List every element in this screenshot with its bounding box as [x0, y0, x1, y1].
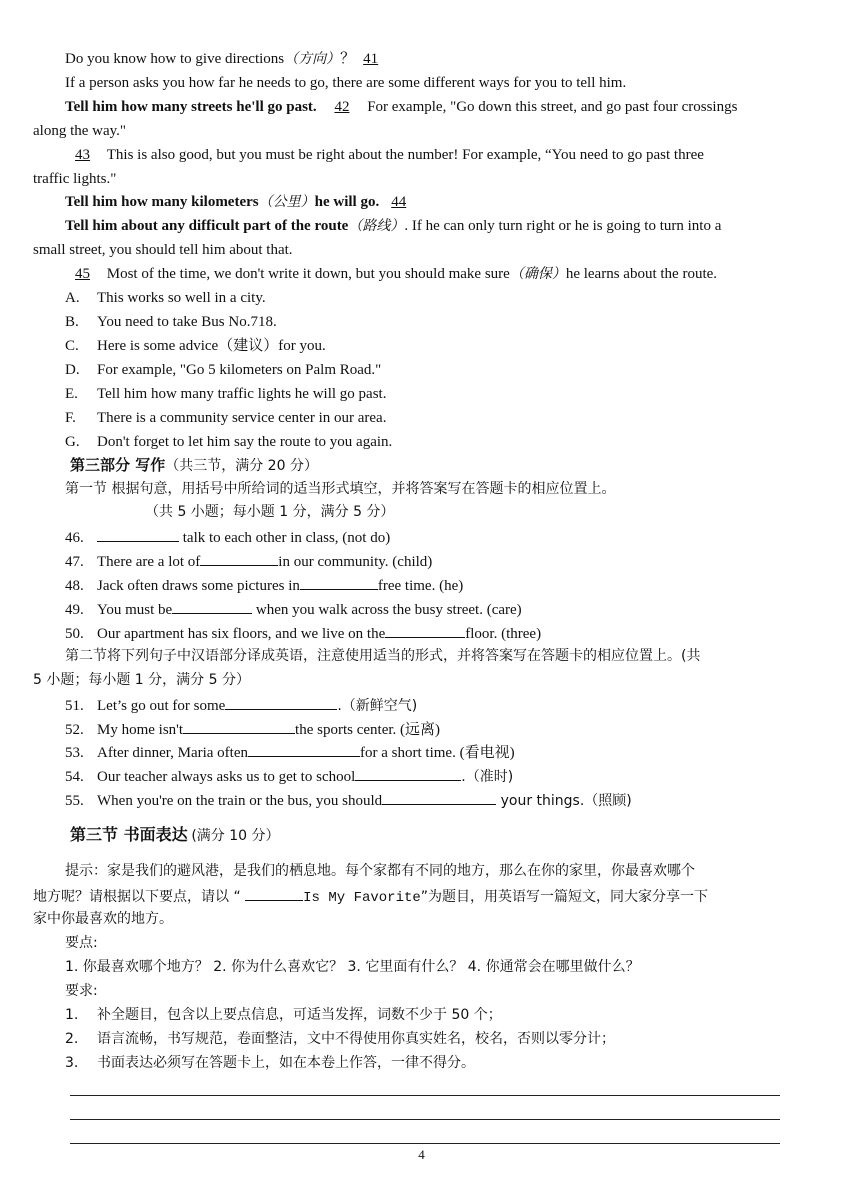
intro-q: ？: [340, 51, 356, 67]
prompt-line-2: [0, 886, 843, 907]
blank-42: 42: [334, 99, 350, 115]
s5-rest-a: Most of the time, we don't write it down, but you should make sure: [106, 266, 510, 282]
req-label: 要求:: [65, 983, 98, 999]
option-letter: E.: [65, 386, 78, 402]
option-letter: D.: [65, 362, 80, 378]
writing-line[interactable]: [70, 1119, 780, 1120]
answer-blank[interactable]: [300, 575, 378, 590]
option-f: [0, 409, 843, 427]
para-1: If a person asks you how far he needs to go, there are some different ways for you to tell him.: [65, 75, 627, 91]
option-text: There is a community service center in our area.: [97, 410, 387, 426]
sec3-title: 第三节 书面表达: [70, 825, 188, 844]
q53: [0, 742, 843, 762]
answer-blank[interactable]: [225, 695, 337, 710]
q-before: You must be: [97, 602, 173, 618]
option-text: This works so well in a city.: [97, 290, 266, 306]
q-num: 53.: [65, 745, 84, 761]
points-label: 要点:: [65, 935, 98, 951]
option-letter: G.: [65, 434, 80, 450]
s4-bold: Tell him about any difficult part of the route: [65, 218, 349, 234]
prompt-line-3: 家中你最喜欢的地方。: [33, 911, 173, 927]
s4-rest: . If he can only turn right or he is going to turn into a: [404, 218, 722, 234]
s2-cont: traffic lights.": [33, 171, 117, 187]
q-after: when you walk across the busy street. (care): [252, 602, 522, 618]
s1-bold: Tell him how many streets he'll go past.: [65, 99, 317, 115]
sentence-2: [0, 146, 843, 164]
intro-cn: （方向）: [284, 51, 341, 67]
q-num: 51.: [65, 698, 84, 714]
sec2-cont: 5 小题；每小题 1 分，满分 5 分）: [33, 672, 250, 688]
q-after: talk to each other in class, (not do): [179, 530, 391, 546]
option-text: You need to take Bus No.718.: [97, 314, 277, 330]
q48: [0, 575, 843, 595]
q52: [0, 719, 843, 739]
writing-line[interactable]: [70, 1143, 780, 1144]
sentence-3: [0, 193, 843, 211]
q-after: .（新鲜空气): [337, 698, 418, 714]
option-b: [0, 313, 843, 331]
sec3-heading: [0, 826, 843, 845]
option-letter: A.: [65, 290, 80, 306]
s1-cont: along the way.": [33, 123, 127, 139]
q-num: 54.: [65, 769, 84, 785]
prompt-line-1: 提示：家是我们的避风港，是我们的栖息地。每个家都有不同的地方，那么在你的家里，你最喜欢哪个: [65, 863, 695, 879]
option-e: [0, 385, 843, 403]
q-after: in our community. (child): [278, 554, 433, 570]
q-after: your things.（照顾): [496, 793, 632, 809]
q-before: My home isn't: [97, 722, 184, 738]
q51: [0, 695, 843, 715]
q49: [0, 599, 843, 619]
q50: [0, 623, 843, 643]
q-num: 50.: [65, 626, 84, 642]
req-num: 2.: [65, 1031, 79, 1047]
req-num: 1.: [65, 1007, 79, 1023]
q-num: 49.: [65, 602, 84, 618]
q-before: After dinner, Maria often: [97, 745, 249, 761]
sec3-note: (满分 10 分）: [191, 828, 280, 844]
q-num: 55.: [65, 793, 84, 809]
option-c: [0, 337, 843, 355]
req-text: 语言流畅，书写规范，卷面整洁，文中不得使用你真实姓名，校名，否则以零分计；: [97, 1031, 615, 1047]
q-num: 46.: [65, 530, 84, 546]
option-a: [0, 289, 843, 307]
prompt-2b: Is My Favorite: [303, 890, 421, 906]
blank-41: 41: [363, 51, 379, 67]
q-before: There are a lot of: [97, 554, 201, 570]
answer-blank[interactable]: [385, 623, 465, 638]
answer-blank[interactable]: [382, 790, 496, 805]
writing-line[interactable]: [70, 1095, 780, 1096]
sec1-note: （共 5 小题；每小题 1 分，满分 5 分）: [145, 504, 395, 520]
sentence-5: [0, 265, 843, 283]
s1-rest: For example, "Go down this street, and go past four crossings: [367, 99, 738, 115]
q-num: 47.: [65, 554, 84, 570]
blank-45: 45: [75, 266, 90, 282]
q-after: for a short time. (看电视): [360, 745, 515, 761]
q-before: Our teacher always asks us to get to school: [97, 769, 356, 785]
q-before: Our apartment has six floors, and we live on the: [97, 626, 386, 642]
q-after: .（准时): [461, 769, 514, 785]
prompt-2c: ”为题目，用英语写一篇短文，同大家分享一下: [420, 889, 709, 905]
s3-bold-a: Tell him how many kilometers: [65, 194, 259, 210]
blank-44: 44: [391, 194, 407, 210]
option-letter: C.: [65, 338, 79, 354]
q-num: 52.: [65, 722, 84, 738]
sentence-4: [0, 217, 843, 235]
intro-line: [0, 50, 843, 68]
option-letter: F.: [65, 410, 76, 426]
s3-bold-b: he will go.: [314, 194, 380, 210]
s4-cont: small street, you should tell him about that.: [33, 242, 293, 258]
q54: [0, 766, 843, 786]
option-text: Here is some advice（建议）for you.: [97, 338, 326, 354]
answer-blank[interactable]: [200, 551, 278, 566]
s5-rest-b: he learns about the route.: [565, 266, 718, 282]
title-blank[interactable]: [245, 886, 303, 901]
q47: [0, 551, 843, 571]
s3-cn: （公里）: [258, 194, 315, 210]
answer-blank[interactable]: [355, 766, 461, 781]
q55: [0, 790, 843, 810]
part3-title: 第三部分 写作: [70, 456, 166, 474]
answer-blank[interactable]: [172, 599, 252, 614]
q-before: Jack often draws some pictures in: [97, 578, 300, 594]
s2-rest: This is also good, but you must be right about the number! For example, “You need to go past three: [106, 147, 704, 163]
s4-cn: （路线）: [348, 218, 405, 234]
answer-blank[interactable]: [248, 742, 360, 757]
q-before: When you're on the train or the bus, you should: [97, 793, 383, 809]
req-2: [0, 1030, 843, 1048]
option-g: [0, 433, 843, 451]
q-after: the sports center. (远离): [295, 722, 441, 738]
sec1-title: 第一节 根据句意，用括号中所给词的适当形式填空，并将答案写在答题卡的相应位置上。: [65, 481, 616, 497]
req-3: [0, 1054, 843, 1072]
req-1: [0, 1006, 843, 1024]
page-number: 4: [418, 1147, 425, 1162]
req-text: 书面表达必须写在答题卡上，如在本卷上作答，一律不得分。: [97, 1055, 475, 1071]
q46: [0, 527, 843, 547]
part3-note: （共三节，满分 20 分）: [165, 458, 318, 474]
prompt-2a: 地方呢？请根据以下要点，请以 “: [33, 889, 246, 905]
q-after: floor. (three): [465, 626, 542, 642]
option-text: Don't forget to let him say the route to you again.: [97, 434, 393, 450]
option-text: For example, "Go 5 kilometers on Palm Road.": [97, 362, 382, 378]
option-letter: B.: [65, 314, 79, 330]
req-text: 补全题目，包含以上要点信息，可适当发挥，词数不少于 50 个；: [97, 1007, 502, 1023]
part3-heading: [0, 456, 843, 475]
answer-blank[interactable]: [183, 719, 295, 734]
answer-blank[interactable]: [97, 527, 179, 542]
points-list: 1. 你最喜欢哪个地方？ 2. 你为什么喜欢它？ 3. 它里面有什么？ 4. 你通常会在哪里做什么？: [65, 959, 640, 975]
blank-43: 43: [75, 147, 90, 163]
intro-text: Do you know how to give directions: [65, 51, 285, 67]
q-before: Let’s go out for some: [97, 698, 226, 714]
q-num: 48.: [65, 578, 84, 594]
req-num: 3.: [65, 1055, 79, 1071]
sec2-title: 第二节将下列句子中汉语部分译成英语，注意使用适当的形式，并将答案写在答题卡的相应位置上。(共: [65, 648, 701, 664]
q-after: free time. (he): [377, 578, 464, 594]
s5-cn: （确保）: [509, 266, 566, 282]
option-d: [0, 361, 843, 379]
option-text: Tell him how many traffic lights he will go past.: [97, 386, 387, 402]
sentence-1: [0, 98, 843, 116]
